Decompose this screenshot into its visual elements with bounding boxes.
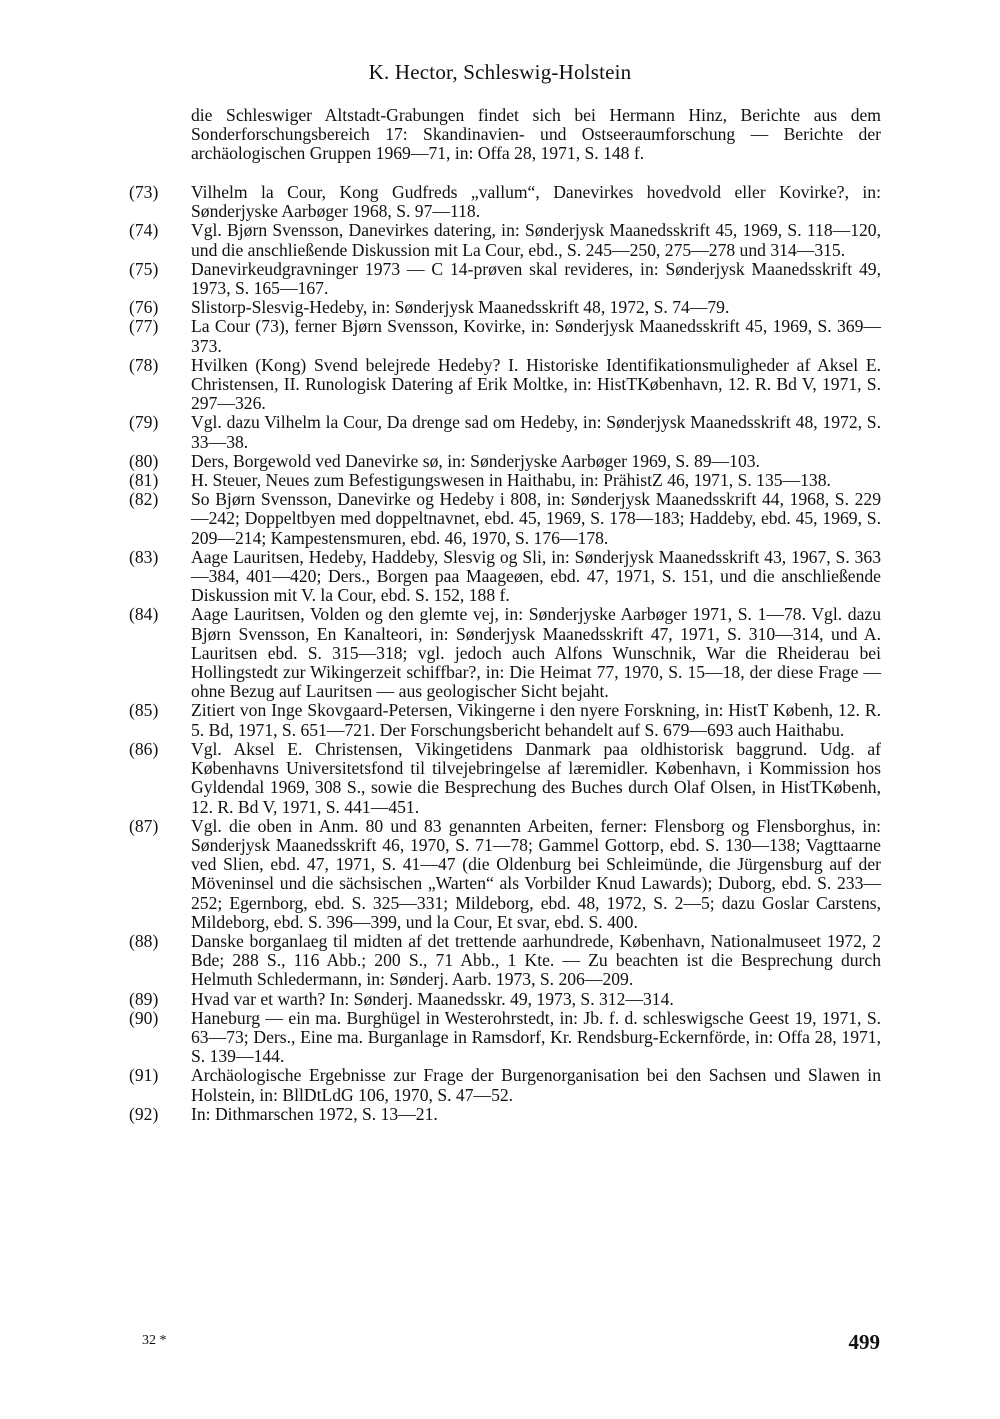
footnote-text: Vgl. dazu Vilhelm la Cour, Da drenge sad om Hedeby, in: Sønderjysk Maanedsskrift 48, 1972, S. 33—38.: [191, 412, 881, 452]
footnote-text: Haneburg — ein ma. Burghügel in Westerohrstedt, in: Jb. f. d. schleswigsche Geest 19, 1971, S. 63—73; Ders., Eine ma. Burganlage in Ramsdorf, Kr. Rendsburg-Eckernförde, in: Offa 28, 1971, S. 139—144.: [191, 1007, 881, 1067]
footnote-text: Slistorp-Slesvig-Hedeby, in: Sønderjysk Maanedsskrift 48, 1972, S. 74—79.: [191, 297, 730, 318]
footnotes-list: [129, 183, 881, 1124]
footnote: [129, 298, 881, 317]
footnote-number: (84): [129, 604, 159, 625]
footnote-number: (88): [129, 930, 159, 951]
footnote-number: (75): [129, 258, 159, 279]
footnote-text: Danske borganlaeg til midten af det trettende aarhundrede, København, Nationalmuseet 1972, 2 Bde; 288 S., 116 Abb.; 200 S., 71 Abb., 1 Kte. — Zu beachten ist die Besprechung durch Helmuth Schledermann, in: Sønderj. Aarb. 1973, S. 206—209.: [191, 930, 881, 990]
footnote: [129, 990, 881, 1009]
footnote-number: (79): [129, 412, 159, 433]
footnote: [129, 740, 881, 817]
footnote-number: (85): [129, 700, 159, 721]
footnote: [129, 452, 881, 471]
footnote-number: (89): [129, 988, 159, 1009]
footnote-text: Vilhelm la Cour, Kong Gudfreds „vallum“, Danevirkes hovedvold eller Kovirke?, in: Sønderjyske Aarbøger 1968, S. 97—118.: [191, 182, 881, 222]
footnote-text: So Bjørn Svensson, Danevirke og Hedeby i 808, in: Sønderjysk Maanedsskrift 44, 1968, S. 229—242; Doppeltbyen med doppeltnavnet, ebd. 45, 1969, S. 178—183; Haddeby, ebd. 45, 1969, S. 209—214; Kampestensmuren, ebd. 46, 1970, S. 176—178.: [191, 489, 881, 548]
footnote-number: (76): [129, 297, 159, 318]
footnote: [129, 817, 881, 932]
footnote-number: (77): [129, 316, 159, 337]
signature-mark: 32 *: [142, 1333, 167, 1348]
footnote: [129, 548, 881, 606]
footnote-text: Ders, Borgewold ved Danevirke sø, in: Sønderjyske Aarbøger 1969, S. 89—103.: [191, 450, 760, 471]
footnote-number: (73): [129, 182, 159, 202]
footnote-text: Vgl. Aksel E. Christensen, Vikingetidens Danmark paa oldhistorisk baggrund. Udg. af Københavns Universitetsfond til tilvejebringelse af læremidler. København, i Kommission hos Gyldendal 1969, 308 S., sowie die Besprechung des Buches durch Olaf Olsen, in HistTKøbenh, 12. R. Bd V, 1971, S. 441—451.: [191, 738, 881, 817]
footnote-number: (78): [129, 354, 159, 375]
page-number: 499: [848, 1330, 880, 1354]
footnote: [129, 183, 881, 221]
footnote-number: (92): [129, 1103, 159, 1124]
footnote-text: Hvilken (Kong) Svend belejrede Hedeby? I. Historiske Identifikationsmuligheder af Aksel E. Christensen, II. Runologisk Datering af Erik Moltke, in: HistTKøbenhavn, 12. R. Bd V, 1971, S. 297—326.: [191, 354, 881, 414]
footnote-number: (90): [129, 1007, 159, 1028]
footnote: [129, 1105, 881, 1124]
footnote: [129, 317, 881, 355]
footnote: [129, 1066, 881, 1104]
footnote: [129, 932, 881, 990]
footnote: [129, 356, 881, 414]
footnote-text: La Cour (73), ferner Bjørn Svensson, Kovirke, in: Sønderjysk Maanedsskrift 45, 1969, S. 369—373.: [191, 316, 881, 356]
footnote-text: Aage Lauritsen, Hedeby, Haddeby, Slesvig og Sli, in: Sønderjysk Maanedsskrift 43, 1967, S. 363—384, 401—420; Ders., Borgen paa Maageøen, ebd. 47, 1971, S. 151, und die anschließende Diskussion mit V. la Cour, ebd. S. 152, 188 f.: [191, 546, 881, 606]
footnote-text: H. Steuer, Neues zum Befestigungswesen in Haithabu, in: PrähistZ 46, 1971, S. 135—138.: [191, 470, 831, 491]
footnote-number: (74): [129, 220, 159, 241]
footnote: [129, 490, 881, 548]
footnote: [129, 701, 881, 739]
footnote-text: Archäologische Ergebnisse zur Frage der Burgenorganisation bei den Sachsen und Slawen in Holstein, in: BllDtLdG 106, 1970, S. 47—52.: [191, 1065, 881, 1105]
footnote-text: Danevirkeudgravninger 1973 — C 14-prøven skal revideres, in: Sønderjysk Maanedsskrift 49, 1973, S. 165—167.: [191, 258, 881, 299]
footnote-text: Vgl. Bjørn Svensson, Danevirkes datering, in: Sønderjysk Maanedsskrift 45, 1969, S. 118—120, und die anschließende Diskussion mit La Cour, ebd., S. 245—250, 275—278 und 314—315.: [191, 220, 881, 260]
footnote: [129, 260, 881, 298]
footnote-number: (91): [129, 1065, 159, 1086]
running-header: K. Hector, Schleswig-Holstein: [368, 60, 632, 84]
footnote: [129, 221, 881, 259]
footnote: [129, 413, 881, 451]
footnote-text: Zitiert von Inge Skovgaard-Petersen, Vikingerne i den nyere Forskning, in: HistT Københ, 12. R. 5. Bd, 1971, S. 651—721. Der Forschungsbericht behandelt auf S. 679—693 auch Haithabu.: [191, 700, 881, 740]
footnote-text: Aage Lauritsen, Volden og den glemte vej, in: Sønderjyske Aarbøger 1971, S. 1—78. Vgl. dazu Bjørn Svensson, En Kanalteori, in: Sønderjysk Maanedsskrift 47, 1971, S. 310—314, und A. Lauritsen ebd. S. 315—318; vgl. jedoch auch Alfons Wunschnik, War die Rheiderau bei Hollingstedt zur Wikingerzeit schiffbar?, in: Die Heimat 77, 1970, S. 15—18, der diese Frage — ohne Bezug auf Lauritsen — aus geologischer Sicht bejaht.: [191, 604, 881, 702]
footnote: [129, 1009, 881, 1067]
continued-note-text: die Schleswiger Altstadt-Grabungen findet sich bei Hermann Hinz, Berichte aus dem Sonderforschungsbereich 17: Skandinavien- und Ostseeraumforschung — Berichte der archäologischen Gruppen 1969—71, in: Offa 28, 1971, S. 148 f.: [191, 105, 881, 164]
footnote-number: (87): [129, 815, 159, 836]
footnote-number: (83): [129, 546, 159, 567]
footnote-number: (81): [129, 470, 159, 491]
footnote-text: Hvad var et warth? In: Sønderj. Maanedsskr. 49, 1973, S. 312—314.: [191, 988, 674, 1009]
footnote-number: (82): [129, 489, 159, 510]
footnote-text: Vgl. die oben in Anm. 80 und 83 genannten Arbeiten, ferner: Flensborg og Flensborghus, in: Sønderjysk Maanedsskrift 46, 1970, S. 71—78; Gammel Gottorp, ebd. S. 130—138; Vagttaarne ved Slien, ebd. 47, 1971, S. 41—47 (die Oldenburg bei Schleimünde, die Jürgensburg auf der Möveninsel und die sächsischen „Warten“ als Vorbilder Knud Lawards); Duborg, ebd. S. 233—252; Egernborg, ebd. S. 325—331; Mildeborg, ebd. 48, 1972, S. 2—5; dazu Goslar Carstens, Mildeborg, ebd. S. 396—399, und la Cour, Et svar, ebd. S. 400.: [191, 815, 881, 932]
footnote: [129, 605, 881, 701]
footnote-number: (80): [129, 450, 159, 471]
footnote-text: In: Dithmarschen 1972, S. 13—21.: [191, 1103, 438, 1124]
footnote: [129, 471, 881, 490]
footnote-number: (86): [129, 738, 159, 759]
